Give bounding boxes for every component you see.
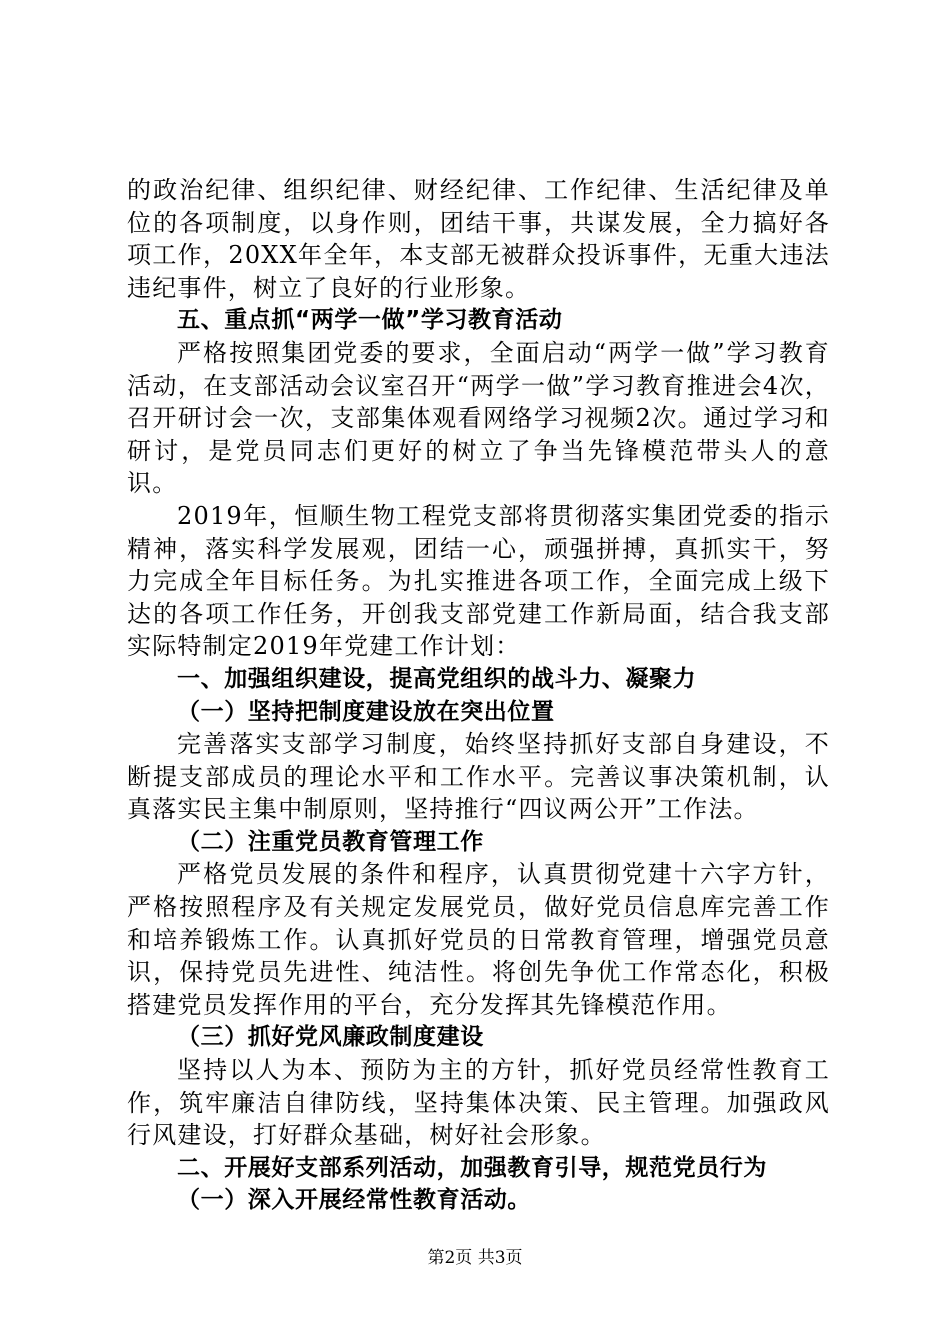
subsection-heading: （一）深入开展经常性教育活动。 <box>177 1187 531 1214</box>
body-paragraph: 坚持以人为本、预防为主的方针，抓好党员经常性教育工作，筑牢廉洁自律防线，坚持集体决策、民主管理。加强政风行风建设，打好群众基础，树好社会形象。 <box>127 1056 830 1150</box>
subsection-heading: （三）抓好党风廉政制度建设 <box>177 1024 484 1051</box>
page-footer: 第2页 共3页 <box>427 1248 523 1268</box>
section-heading: 二、开展好支部系列活动，加强教育引导，规范党员行为 <box>177 1154 767 1181</box>
subsection-heading: （一）坚持把制度建设放在突出位置 <box>177 698 555 725</box>
body-paragraph: 的政治纪律、组织纪律、财经纪律、工作纪律、生活纪律及单位的各项制度，以身作则，团结干事，共谋发展，全力搞好各项工作，20XX年全年，本支部无被群众投诉事件，无重大违法违纪事件，树立了良好的行业形象。 <box>127 176 830 302</box>
body-paragraph: 严格党员发展的条件和程序，认真贯彻党建十六字方针，严格按照程序及有关规定发展党员，做好党员信息库完善工作和培养锻炼工作。认真抓好党员的日常教育管理，增强党员意识，保持党员先进性、纯洁性。将创先争优工作常态化，积极搭建党员发挥作用的平台，充分发挥其先锋模范作用。 <box>127 860 830 1019</box>
document-body <box>127 174 830 1217</box>
body-paragraph: 完善落实支部学习制度，始终坚持抓好支部自身建设，不断提支部成员的理论水平和工作水平。完善议事决策机制，认真落实民主集中制原则，坚持推行“四议两公开”工作法。 <box>127 730 830 824</box>
section-heading: 一、加强组织建设，提高党组织的战斗力、凝聚力 <box>177 665 697 692</box>
body-paragraph: 2019年，恒顺生物工程党支部将贯彻落实集团党委的指示精神，落实科学发展观，团结一心，顽强拼搏，真抓实干，努力完成全年目标任务。为扎实推进各项工作，全面完成上级下达的各项工作任务，开创我支部党建工作新局面，结合我支部实际特制定2019年党建工作计划： <box>127 501 830 661</box>
body-paragraph: 严格按照集团党委的要求，全面启动“两学一做”学习教育活动，在支部活动会议室召开“两学一做”学习教育推进会4次，召开研讨会一次，支部集体观看网络学习视频2次。通过学习和研讨，是党员同志们更好的树立了争当先锋模范带头人的意识。 <box>127 338 830 498</box>
subsection-heading: （二）注重党员教育管理工作 <box>177 828 484 855</box>
section-heading: 五、重点抓“两学一做”学习教育活动 <box>177 307 563 334</box>
